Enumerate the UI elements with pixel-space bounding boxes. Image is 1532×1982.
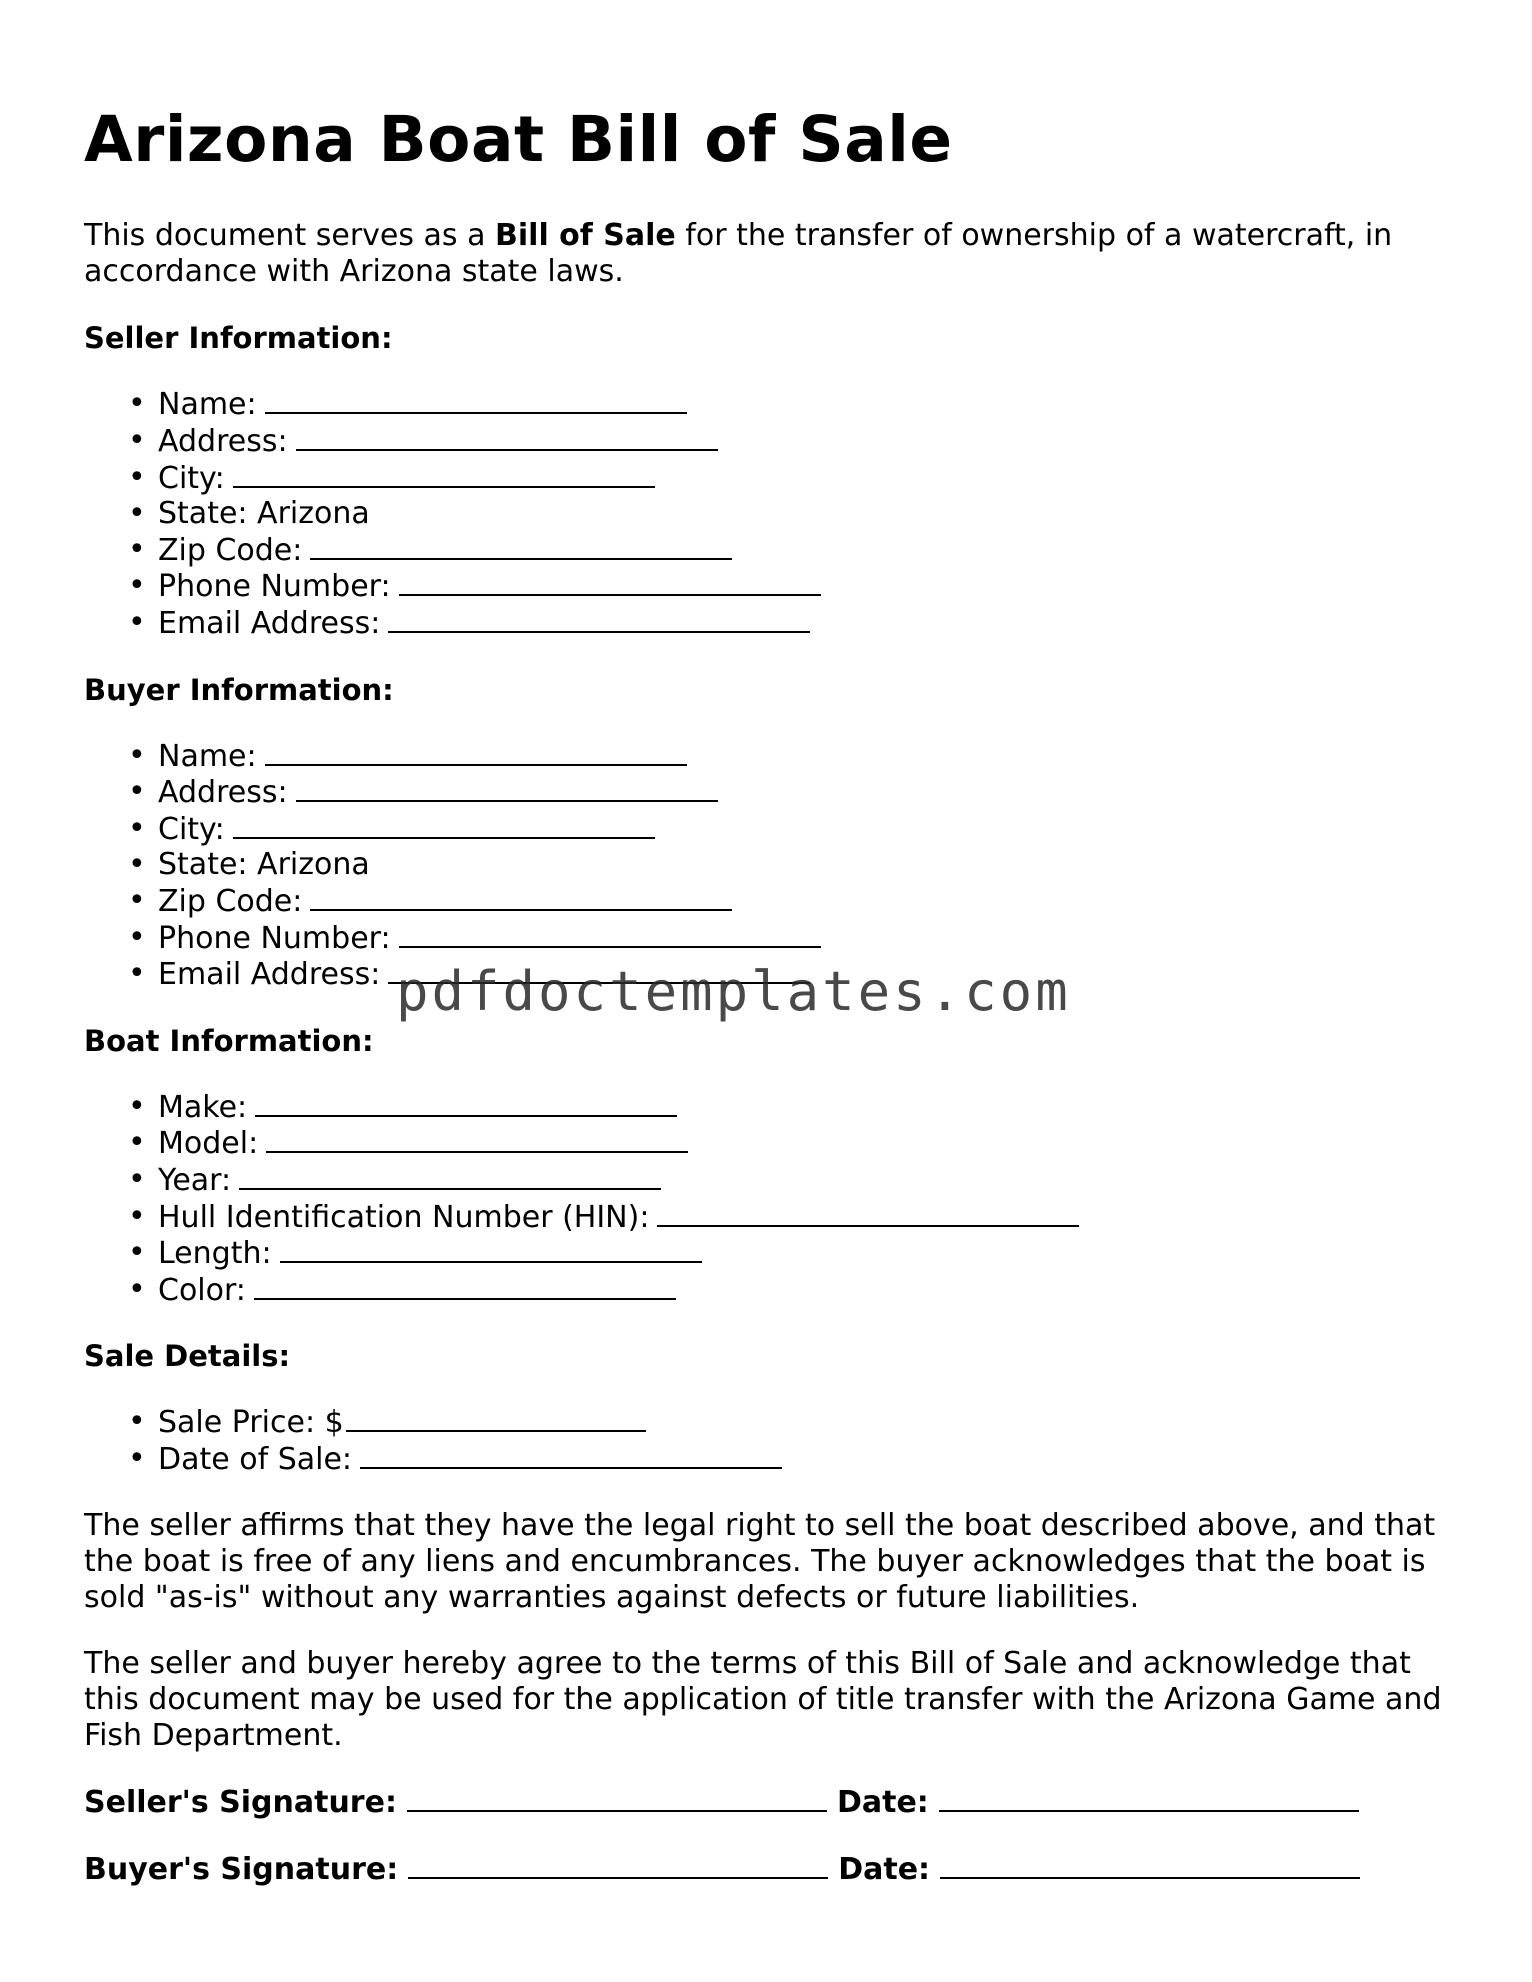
seller-city-blank[interactable] [233, 460, 655, 488]
seller-address-field [128, 423, 1454, 460]
buyer-address-blank[interactable] [296, 774, 718, 802]
seller-signature-blank[interactable] [407, 1784, 827, 1812]
buyer-email-label: Email Address: [158, 957, 381, 993]
buyer-city-field [128, 810, 1454, 848]
buyer-city-label: City: [158, 811, 225, 847]
boat-fields [84, 1089, 1454, 1309]
bullet-icon: • [128, 1198, 146, 1234]
bullet-icon: • [128, 956, 146, 992]
buyer-address-label: Address: [158, 775, 288, 811]
seller-phone-field [128, 568, 1454, 605]
affirmation-paragraph: The seller affirms that they have the legal right to sell the boat described above, and that the boat is free of any liens and encumbrances. The buyer acknowledges that the boat is sold "as-is" without any warranties against defects or future liabilities. [84, 1507, 1436, 1615]
intro-text-after: for the transfer of ownership of a watercraft, in accordance with Arizona state laws. [84, 218, 1393, 290]
buyer-state-label: State: Arizona [158, 847, 370, 883]
sale-date-label: Date of Sale: [158, 1441, 353, 1477]
page-title: Arizona Boat Bill of Sale [84, 103, 953, 176]
seller-zip-label: Zip Code: [158, 532, 303, 568]
bullet-icon: • [128, 1125, 146, 1161]
buyer-state-field [128, 847, 1454, 883]
bullet-icon: • [128, 1088, 146, 1124]
seller-date-blank[interactable] [939, 1784, 1359, 1812]
buyer-signature-line [84, 1851, 1454, 1888]
bullet-icon: • [128, 919, 146, 955]
bullet-icon: • [128, 1404, 146, 1440]
boat-length-field [128, 1235, 1454, 1272]
buyer-signature-blank[interactable] [408, 1851, 828, 1879]
buyer-zip-blank[interactable] [310, 883, 732, 911]
boat-hin-blank[interactable] [657, 1199, 1079, 1227]
seller-state-label: State: Arizona [158, 496, 370, 532]
seller-email-field [128, 605, 1454, 642]
seller-city-field [128, 459, 1454, 497]
boat-year-field [128, 1161, 1454, 1199]
buyer-date-label: Date: [838, 1851, 931, 1887]
watermark: pdfdoctemplates.com [396, 960, 1071, 1023]
sale-date-blank[interactable] [360, 1441, 782, 1469]
buyer-name-blank[interactable] [265, 738, 687, 766]
seller-signature-line [84, 1784, 1454, 1821]
bullet-icon: • [128, 774, 146, 810]
bullet-icon: • [128, 847, 146, 883]
buyer-zip-field [128, 882, 1454, 920]
sale-price-label: Sale Price: $ [158, 1405, 344, 1441]
agreement-paragraph: The seller and buyer hereby agree to the terms of this Bill of Sale and acknowledge that this document may be used for the application of title transfer with the Arizona Game and Fish Department. [84, 1645, 1442, 1753]
seller-fields [84, 386, 1454, 641]
bullet-icon: • [128, 605, 146, 640]
seller-date-label: Date: [836, 1784, 929, 1820]
bullet-icon: • [128, 531, 146, 567]
bullet-icon: • [128, 386, 146, 422]
boat-make-field [128, 1088, 1454, 1126]
seller-city-label: City: [158, 460, 225, 496]
seller-zip-field [128, 531, 1454, 569]
boat-make-blank[interactable] [255, 1089, 677, 1117]
bullet-icon: • [128, 1271, 146, 1307]
seller-email-blank[interactable] [388, 605, 810, 633]
buyer-signature-label: Buyer's Signature: [84, 1851, 399, 1887]
buyer-phone-field [128, 919, 1454, 957]
boat-year-label: Year: [158, 1162, 232, 1198]
boat-hin-label: Hull Identification Number (HIN): [158, 1199, 650, 1235]
seller-state-field [128, 496, 1454, 532]
boat-color-blank[interactable] [254, 1272, 676, 1300]
seller-heading: Seller Information: [84, 321, 393, 356]
bullet-icon: • [128, 496, 146, 532]
boat-heading: Boat Information: [84, 1023, 374, 1058]
buyer-date-blank[interactable] [940, 1851, 1360, 1879]
boat-length-blank[interactable] [280, 1235, 702, 1263]
buyer-fields [84, 738, 1454, 993]
intro-text-bold: Bill of Sale [495, 218, 676, 254]
sale-price-blank[interactable] [346, 1404, 646, 1432]
buyer-name-label: Name: [158, 738, 257, 774]
boat-color-field [128, 1271, 1454, 1309]
seller-phone-blank[interactable] [399, 568, 821, 596]
intro-paragraph [84, 218, 1454, 290]
bullet-icon: • [128, 810, 146, 846]
bullet-icon: • [128, 423, 146, 459]
boat-length-label: Length: [158, 1236, 272, 1272]
seller-email-label: Email Address: [158, 606, 381, 641]
buyer-phone-blank[interactable] [399, 920, 821, 948]
sale-price-field [128, 1404, 1454, 1441]
seller-zip-blank[interactable] [310, 532, 732, 560]
sale-date-field [128, 1440, 1454, 1478]
seller-address-blank[interactable] [296, 423, 718, 451]
boat-model-blank[interactable] [266, 1125, 688, 1153]
bullet-icon: • [128, 459, 146, 495]
buyer-address-field [128, 774, 1454, 811]
seller-signature-label: Seller's Signature: [84, 1784, 397, 1820]
buyer-phone-label: Phone Number: [158, 920, 391, 956]
bullet-icon: • [128, 1440, 146, 1476]
intro-text-before: This document serves as a [84, 218, 496, 254]
boat-model-label: Model: [158, 1126, 259, 1162]
boat-color-label: Color: [158, 1272, 246, 1308]
seller-address-label: Address: [158, 424, 288, 460]
bullet-icon: • [128, 1235, 146, 1271]
seller-phone-label: Phone Number: [158, 569, 391, 605]
bullet-icon: • [128, 568, 146, 604]
bullet-icon: • [128, 882, 146, 918]
buyer-name-field [128, 737, 1454, 775]
seller-name-blank[interactable] [265, 386, 687, 414]
sale-fields [84, 1404, 1454, 1477]
bullet-icon: • [128, 737, 146, 773]
boat-hin-field [128, 1198, 1454, 1236]
bullet-icon: • [128, 1161, 146, 1197]
seller-name-field [128, 386, 1454, 423]
seller-name-label: Name: [158, 387, 257, 423]
boat-make-label: Make: [158, 1089, 248, 1125]
buyer-zip-label: Zip Code: [158, 883, 303, 919]
buyer-city-blank[interactable] [233, 811, 655, 839]
boat-model-field [128, 1125, 1454, 1162]
buyer-heading: Buyer Information: [84, 672, 394, 707]
sale-heading: Sale Details: [84, 1339, 291, 1374]
boat-year-blank[interactable] [239, 1162, 661, 1190]
